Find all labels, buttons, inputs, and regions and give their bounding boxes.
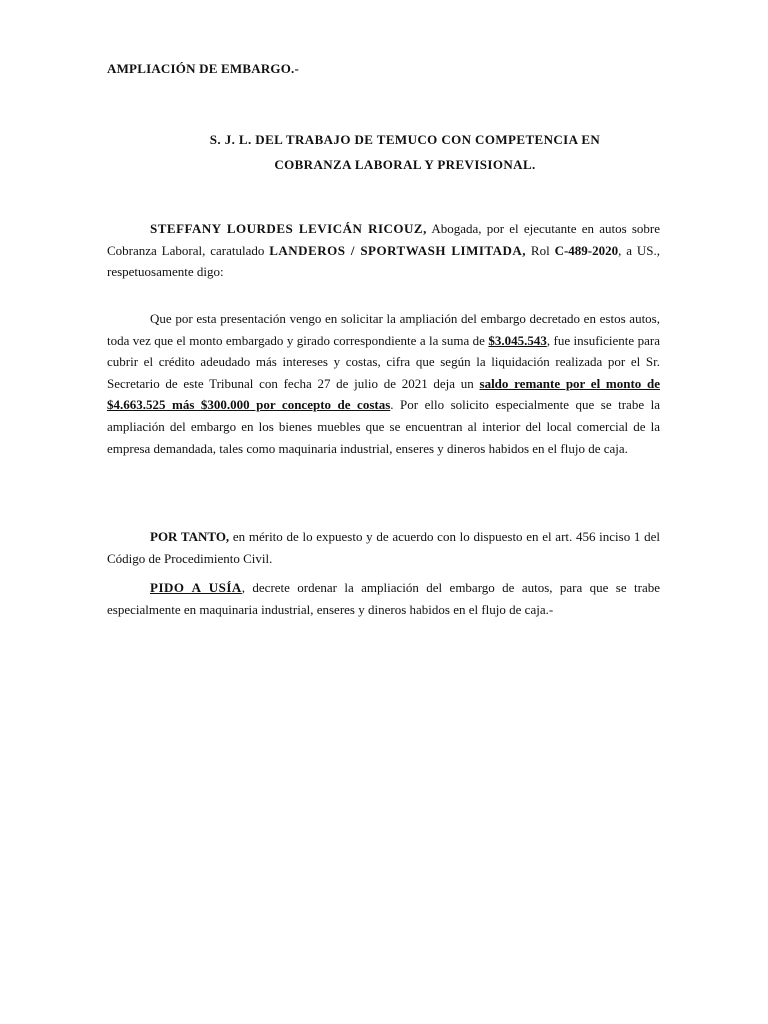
- paragraph-por-tanto: [107, 526, 660, 569]
- document-title: AMPLIACIÓN DE EMBARGO.-: [107, 61, 300, 76]
- court-header: [150, 127, 660, 177]
- court-header-line-1: S. J. L. DEL TRABAJO DE TEMUCO CON COMPETENCIA EN: [209, 132, 601, 147]
- request-text-b: , fue insuficiente para cubrir el crédito adeudado más intereses y costas, cifra que según la liquidación realizada por el Sr. Secretario de este Tribunal con fecha 27 de julio de 2021 deja un: [107, 332, 660, 391]
- request-text-a: Que por esta presentación vengo en solicitar la ampliación del embargo decretado en estos autos, toda vez que el monto embargado y girado correspondiente a la suma de: [107, 311, 660, 348]
- lawyer-name: STEFFANY LOURDES LEVICÁN RICOUZ,: [150, 221, 427, 236]
- petition-label: PIDO A USÍA: [150, 580, 242, 595]
- paragraph-appearance: [107, 218, 660, 283]
- petition-text: , decrete ordenar la ampliación del embargo de autos, para que se trabe especialmente en maquinaria industrial, enseres y dineros habidos en el flujo de caja.-: [107, 580, 660, 617]
- case-rol: C-489-2020: [554, 242, 619, 258]
- case-name: LANDEROS / SPORTWASH LIMITADA,: [269, 242, 527, 258]
- request-text-c: . Por ello solicito especialmente que se trabe la ampliación del embargo en los bienes muebles que se encuentran al interior del local comercial de la empresa demandada, tales como maquinaria industrial, enseres y dineros habidos en el flujo de caja.: [107, 397, 660, 456]
- por-tanto-text: en mérito de lo expuesto y de acuerdo con lo dispuesto en el art. 456 inciso 1 del Código de Procedimiento Civil.: [107, 529, 660, 566]
- appearance-text-c: , a US., respetuosamente digo:: [107, 242, 661, 280]
- paragraph-request: [107, 308, 660, 459]
- appearance-text-a: Abogada, por el ejecutante en autos sobre Cobranza Laboral, caratulado: [107, 221, 660, 258]
- appearance-text-b: Rol: [526, 242, 555, 258]
- court-header-line-2: COBRANZA LABORAL Y PREVISIONAL.: [274, 157, 536, 172]
- por-tanto-label: POR TANTO,: [150, 529, 230, 544]
- seized-amount: $3.045.543: [488, 332, 547, 348]
- paragraph-petition: [107, 577, 660, 620]
- remaining-balance: saldo remante por el monto de $4.663.525 más $300.000 por concepto de costas: [107, 375, 661, 413]
